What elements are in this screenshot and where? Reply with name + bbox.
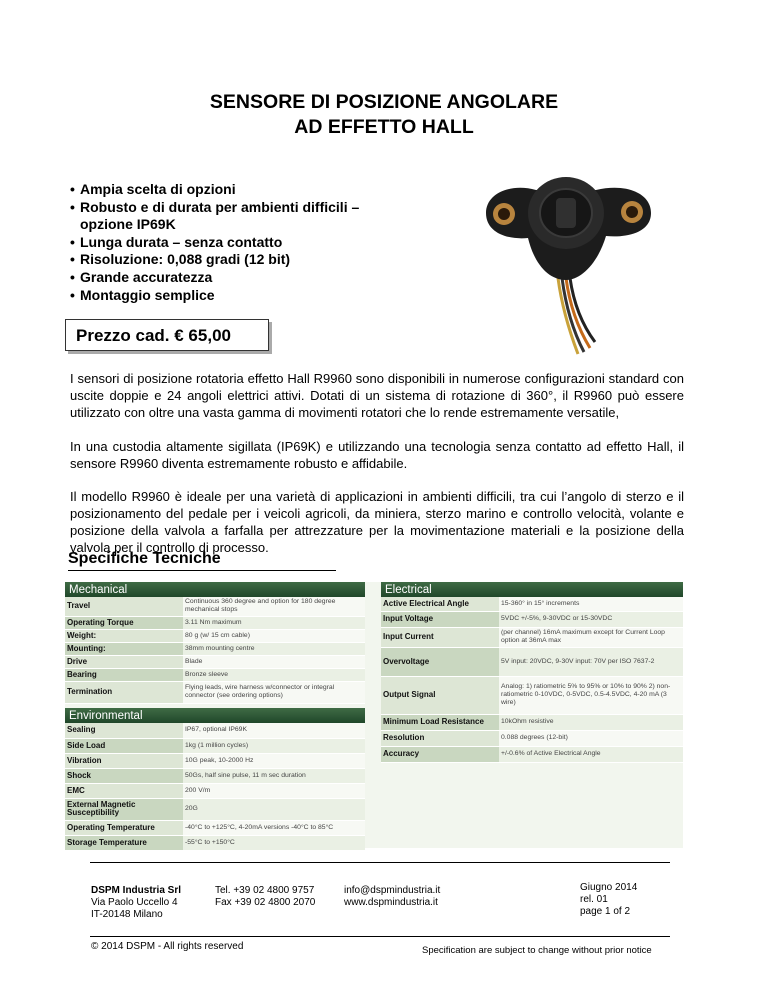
- page-number: page 1 of 2: [580, 906, 631, 917]
- spec-label: External Magnetic Susceptibility: [65, 798, 183, 820]
- feature-list: [70, 181, 360, 304]
- spec-value: 5VDC +/-5%, 9-30VDC or 15-30VDC: [499, 611, 683, 627]
- spec-value: 5V input: 20VDC, 9-30V input: 70V per ISO 7637-2: [499, 647, 683, 676]
- spec-label: Active Electrical Angle: [381, 597, 499, 611]
- spec-label: Travel: [65, 597, 183, 616]
- spec-value: Analog: 1) ratiometric 5% to 95% or 10% to 90% 2) non-ratiometric 0-10VDC, 0-5VDC, 0.5-4.5VDC, 4-20 mA (3 wire): [499, 676, 683, 714]
- electrical-header: Electrical: [381, 582, 683, 597]
- environmental-table: [65, 723, 365, 851]
- doc-date: Giugno 2014: [580, 882, 638, 893]
- price-box: Prezzo cad. € 65,00: [65, 319, 269, 351]
- specs-heading: Specifiche Tecniche: [68, 550, 221, 567]
- doc-release: rel. 01: [580, 894, 608, 905]
- company-city: IT-20148 Milano: [91, 909, 163, 920]
- footer-rule-top: [90, 862, 670, 863]
- copyright-notice: © 2014 DSPM - All rights reserved: [91, 941, 244, 952]
- email-link[interactable]: info@dspmindustria.it: [344, 885, 441, 896]
- spec-label: Sealing: [65, 723, 183, 738]
- spec-value: 38mm mounting centre: [183, 642, 365, 655]
- spec-value: 50Gs, half sine pulse, 11 m sec duration: [183, 768, 365, 783]
- spec-value: (per channel) 16mA maximum except for Current Loop option at 36mA max: [499, 627, 683, 647]
- spec-label: Minimum Load Resistance: [381, 714, 499, 730]
- spec-value: 200 V/m: [183, 783, 365, 798]
- spec-label: Operating Torque: [65, 616, 183, 629]
- spec-value: 1kg (1 million cycles): [183, 738, 365, 753]
- sensor-product-photo: [466, 158, 666, 358]
- footer-company: [91, 885, 181, 921]
- spec-label: Shock: [65, 768, 183, 783]
- website-link[interactable]: www.dspmindustria.it: [344, 897, 438, 908]
- spec-value: -40°C to +125°C, 4-20mA versions -40°C to 85°C: [183, 820, 365, 835]
- spec-value: Continuous 360 degree and option for 180 degree mechanical stops: [183, 597, 365, 616]
- description-paragraph: In una custodia altamente sigillata (IP69K) e utilizzando una tecnologia senza contatto ad effetto Hall, il sensore R9960 diventa estremamente robusto e affidabile.: [70, 439, 684, 471]
- spec-value: IP67, optional IP69K: [183, 723, 365, 738]
- spec-label: Operating Temperature: [65, 820, 183, 835]
- environmental-header: Environmental: [65, 708, 365, 723]
- footer-phones: [215, 885, 315, 909]
- spec-value: 15-360° in 15° increments: [499, 597, 683, 611]
- electrical-table: [381, 597, 683, 763]
- footer-contact: [344, 885, 440, 909]
- spec-label: Input Current: [381, 627, 499, 647]
- spec-value: 3.11 Nm maximum: [183, 616, 365, 629]
- spec-label: Overvoltage: [381, 647, 499, 676]
- mechanical-header: Mechanical: [65, 582, 365, 597]
- spec-value: -55°C to +150°C: [183, 835, 365, 850]
- spec-label: Resolution: [381, 730, 499, 746]
- company-street: Via Paolo Uccello 4: [91, 897, 178, 908]
- spec-label: Bearing: [65, 668, 183, 681]
- disclaimer-notice: Specification are subject to change without prior notice: [422, 945, 652, 956]
- specs-panel: [65, 582, 683, 848]
- description-paragraph: Il modello R9960 è ideale per una varietà di applicazioni in ambienti difficili, tra cui l’angolo di sterzo e il posizionamento del pedale per i veicoli agricoli, da miniera, sterzo marino e controllo velocità, volante e posizione della valvola a farfalla per attrezzature per la movimentazione materiali e la posizione della valvola per il controllo di processo.: [70, 489, 684, 555]
- feature-item: • Robusto e di durata per ambienti difficili – opzione IP69K: [70, 199, 360, 234]
- document-title: [0, 90, 768, 140]
- mechanical-table: [65, 597, 365, 704]
- spec-value: +/-0.6% of Active Electrical Angle: [499, 746, 683, 762]
- spec-label: Accuracy: [381, 746, 499, 762]
- spec-value: 20G: [183, 798, 365, 820]
- feature-item: • Ampia scelta di opzioni: [70, 181, 360, 199]
- spec-value: 10G peak, 10-2000 Hz: [183, 753, 365, 768]
- description-paragraph: I sensori di posizione rotatoria effetto Hall R9960 sono disponibili in numerose configurazioni standard con uscite doppie e 24 angoli elettrici attivi. Dotati di un sistema di rotazione di 360°, il R9960 può essere utilizzato con oltre una vasta gamma di movimenti rotatori che lo rende estremamente versatile,: [70, 371, 684, 420]
- spec-value: 0.088 degrees (12-bit): [499, 730, 683, 746]
- feature-item: • Lunga durata – senza contatto: [70, 234, 360, 252]
- fax-number: Fax +39 02 4800 2070: [215, 897, 316, 908]
- spec-value: Blade: [183, 655, 365, 668]
- spec-value: Flying leads, wire harness w/connector or integral connector (see ordering options): [183, 681, 365, 703]
- spec-label: Side Load: [65, 738, 183, 753]
- title-line-1: SENSORE DI POSIZIONE ANGOLARE: [209, 91, 559, 113]
- feature-item: • Risoluzione: 0,088 gradi (12 bit): [70, 251, 360, 269]
- spec-value: 80 g (w/ 15 cm cable): [183, 629, 365, 642]
- specs-heading-rule: [68, 570, 336, 571]
- spec-label: Drive: [65, 655, 183, 668]
- spec-label: Weight:: [65, 629, 183, 642]
- spec-label: Input Voltage: [381, 611, 499, 627]
- spec-label: Mounting:: [65, 642, 183, 655]
- phone-number: Tel. +39 02 4800 9757: [215, 885, 315, 896]
- spec-label: Vibration: [65, 753, 183, 768]
- footer-doc-meta: [580, 882, 637, 918]
- spec-value: 10kOhm resistive: [499, 714, 683, 730]
- spec-label: Storage Temperature: [65, 835, 183, 850]
- feature-item: • Grande accuratezza: [70, 269, 360, 287]
- spec-value: Bronze sleeve: [183, 668, 365, 681]
- company-name: DSPM Industria Srl: [91, 885, 182, 896]
- spec-label: Termination: [65, 681, 183, 703]
- title-line-2: AD EFFETTO HALL: [294, 116, 474, 138]
- spec-label: Output Signal: [381, 676, 499, 714]
- feature-item: • Montaggio semplice: [70, 287, 360, 305]
- footer-rule-bottom: [90, 936, 670, 937]
- spec-label: EMC: [65, 783, 183, 798]
